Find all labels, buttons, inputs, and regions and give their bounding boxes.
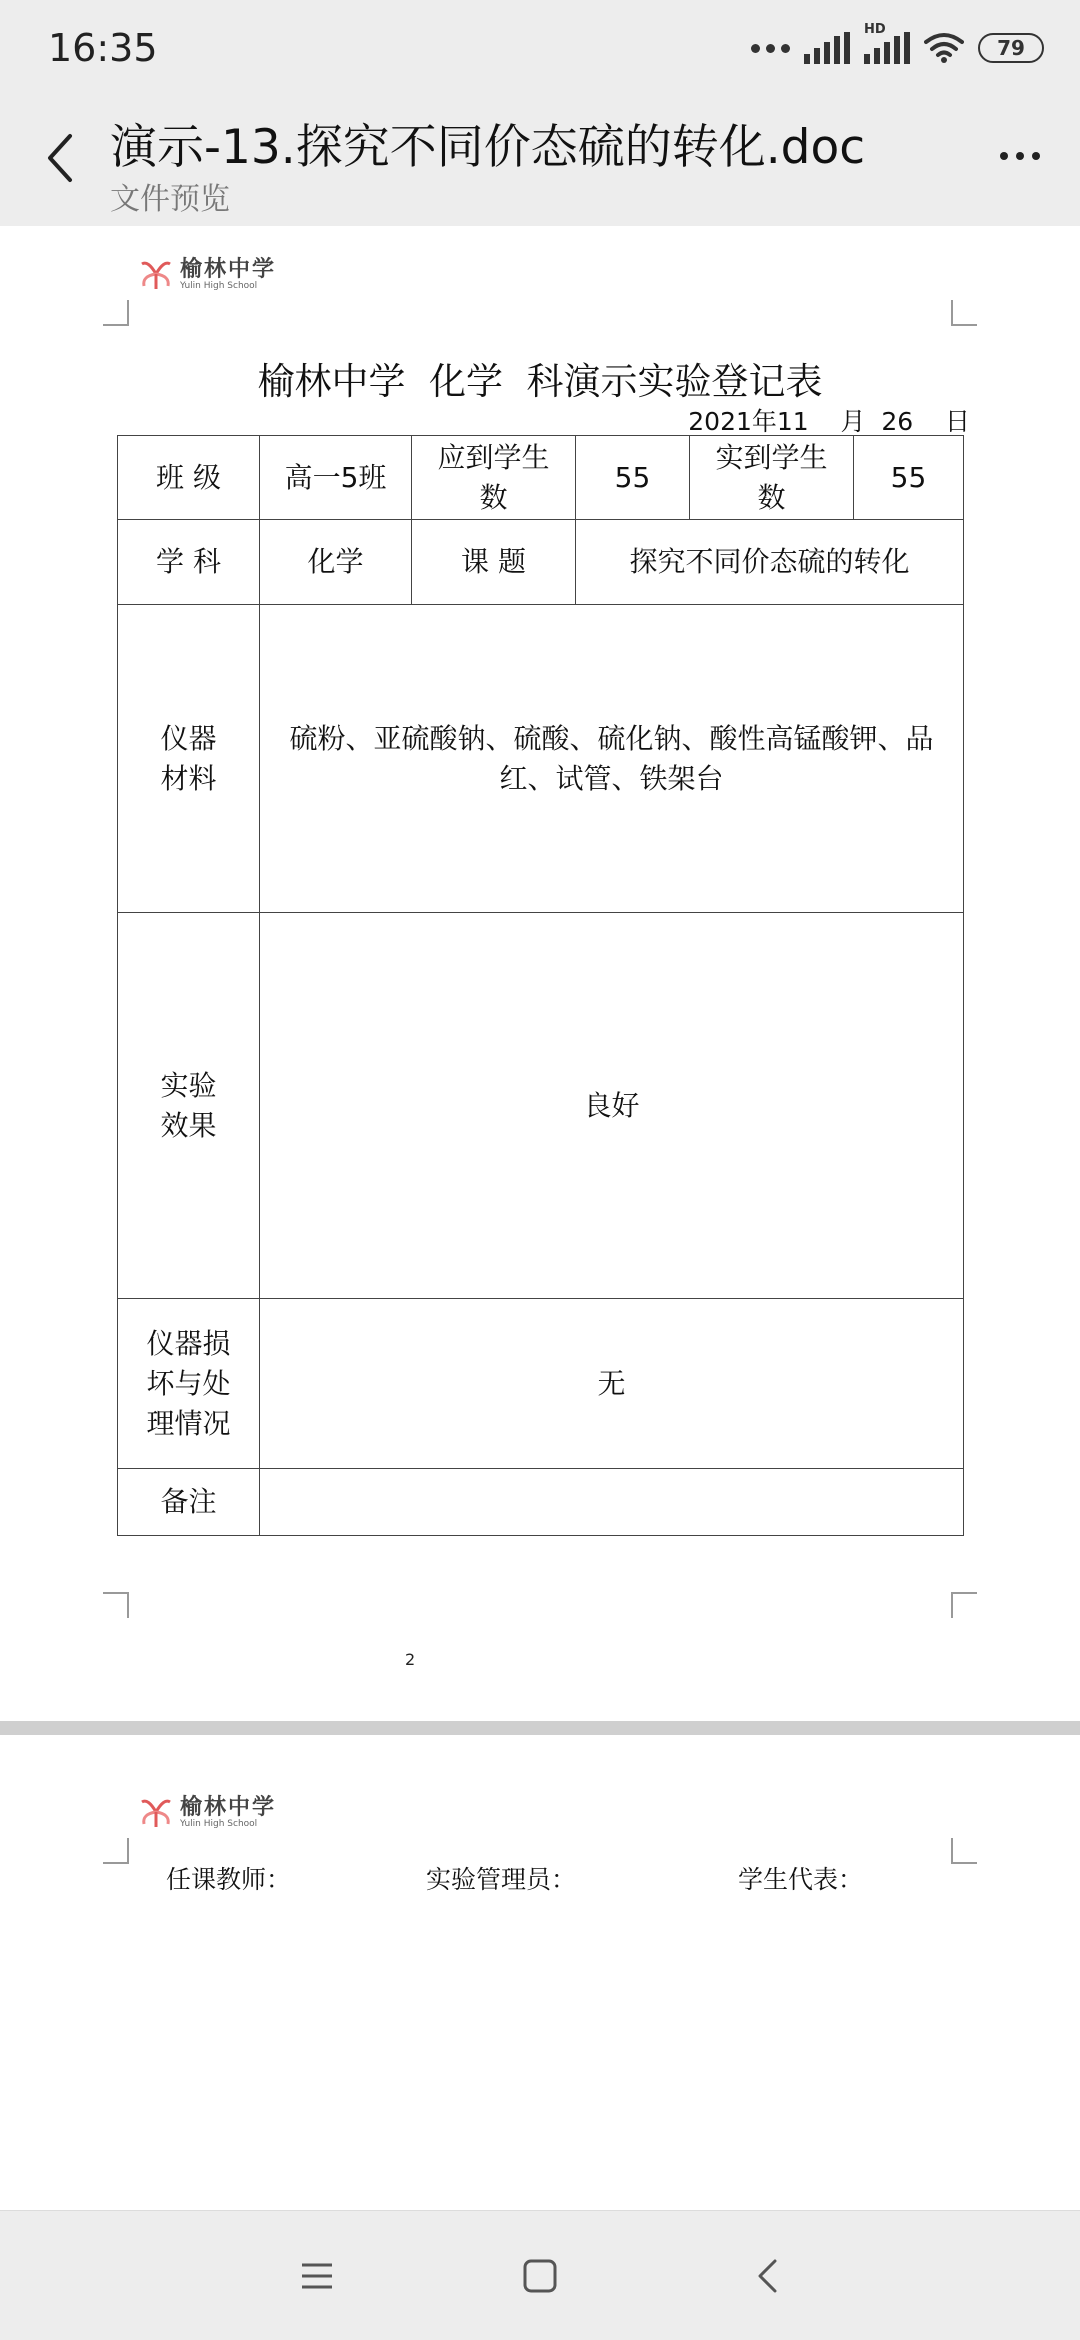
system-nav-bar (0, 2210, 1080, 2340)
table-row (118, 1469, 964, 1536)
effect-label: 实验 效果 (118, 913, 260, 1299)
remarks-label: 备注 (118, 1469, 260, 1536)
margin-corner (951, 1592, 977, 1618)
home-square-icon (522, 2258, 558, 2294)
back-triangle-icon (755, 2258, 779, 2294)
topic-label: 课 题 (412, 520, 576, 605)
margin-corner (951, 1838, 977, 1864)
subject-value: 化学 (260, 520, 412, 605)
table-row (118, 436, 964, 520)
materials-label: 仪器 材料 (118, 605, 260, 913)
chevron-left-icon (45, 133, 75, 183)
logo-text-en: Yulin High School (180, 1819, 258, 1829)
more-vertical-dots-icon (1000, 152, 1008, 160)
status-icons (751, 22, 1044, 68)
expected-students-value: 55 (576, 436, 690, 520)
battery-icon (978, 33, 1044, 63)
logo-text-cn: 榆林中学 (180, 1794, 277, 1820)
class-value: 高一5班 (260, 436, 412, 520)
recent-apps-button[interactable] (282, 2241, 352, 2311)
experiment-record-table (117, 435, 964, 1536)
wifi-icon (924, 32, 964, 64)
table-row (118, 605, 964, 913)
menu-icon (300, 2261, 334, 2291)
margin-corner (103, 1592, 129, 1618)
class-label: 班 级 (118, 436, 260, 520)
signal-icon (804, 32, 850, 64)
actual-students-value: 55 (854, 436, 964, 520)
more-dots-icon (751, 44, 790, 53)
margin-corner (951, 300, 977, 326)
expected-students-label: 应到学生数 (412, 436, 576, 520)
record-date: 2021年11 月 26 日 (688, 407, 970, 436)
actual-students-label: 实到学生数 (690, 436, 854, 520)
document-preview[interactable] (0, 226, 1080, 2210)
school-logo-icon (138, 256, 174, 292)
table-row (118, 913, 964, 1299)
app-header (0, 96, 1080, 226)
effect-value: 良好 (260, 913, 964, 1299)
margin-corner (103, 300, 129, 326)
logo-text-en: Yulin High School (180, 281, 258, 291)
home-button[interactable] (505, 2241, 575, 2311)
hd-badge: HD (864, 22, 886, 37)
document-title: 演示-13.探究不同价态硫的转化.doc (110, 120, 866, 175)
page-number: 2 (405, 1650, 416, 1669)
system-back-button[interactable] (732, 2241, 802, 2311)
school-logo (138, 1794, 276, 1830)
table-row (118, 520, 964, 605)
remarks-value (260, 1469, 964, 1536)
margin-corner (103, 1838, 129, 1864)
damage-value: 无 (260, 1299, 964, 1469)
student-rep-signature-label: 学生代表： (738, 1865, 864, 1894)
more-options-button[interactable] (990, 136, 1050, 176)
status-time: 16:35 (48, 26, 158, 70)
subject-label: 学 科 (118, 520, 260, 605)
battery-level: 79 (997, 36, 1025, 60)
teacher-signature-label: 任课教师： (166, 1865, 292, 1894)
topic-value: 探究不同价态硫的转化 (576, 520, 964, 605)
lab-manager-signature-label: 实验管理员： (426, 1865, 577, 1894)
table-row (118, 1299, 964, 1469)
status-bar (0, 0, 1080, 96)
document-subtitle: 文件预览 (110, 182, 230, 217)
materials-value: 硫粉、亚硫酸钠、硫酸、硫化钠、酸性高锰酸钾、品红、试管、铁架台 (260, 605, 964, 913)
logo-text-cn: 榆林中学 (180, 256, 277, 282)
school-logo-icon (138, 1794, 174, 1830)
back-button[interactable] (30, 118, 90, 198)
school-logo (138, 256, 276, 292)
hd-signal-icon (864, 22, 910, 64)
damage-label: 仪器损 坏与处 理情况 (118, 1299, 260, 1469)
record-table-title: 榆林中学 化学 科演示实验登记表 (257, 360, 823, 403)
page-divider (0, 1721, 1080, 1735)
